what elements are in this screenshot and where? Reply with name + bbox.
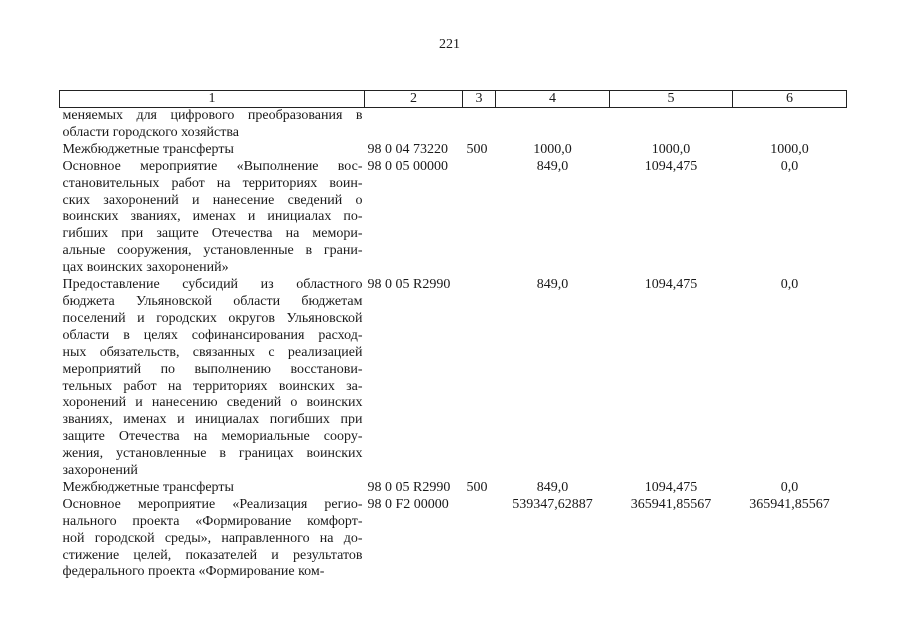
row-value-col5: 1094,475 bbox=[644, 479, 698, 495]
name-line: воинских званиях, именах и инициалах по- bbox=[62, 209, 363, 225]
row-code-cell bbox=[365, 108, 463, 142]
row-value-col6: 0,0 bbox=[780, 158, 799, 174]
row-type-cell: 500 bbox=[466, 479, 488, 495]
row-code-cell: 98 0 F2 00000 bbox=[367, 496, 449, 512]
table-row bbox=[60, 497, 847, 582]
name-line: ских захоронений и нанесение сведений о bbox=[62, 192, 363, 208]
name-line: званиях, именах и инициалах погибших при bbox=[62, 412, 363, 428]
name-line: Межбюджетные трансферты bbox=[62, 141, 234, 157]
row-name-cell bbox=[60, 277, 365, 480]
header-col-4: 4 bbox=[496, 91, 610, 108]
name-line: хоронений и нанесению сведений о воинских bbox=[62, 395, 363, 411]
row-value-col4: 1000,0 bbox=[533, 141, 572, 157]
row-type-cell bbox=[463, 497, 496, 582]
name-line: федерального проекта «Формирование ком- bbox=[62, 564, 325, 580]
name-line: поселений и городских округов Ульяновской bbox=[62, 310, 363, 326]
row-value-col6: 365941,85567 bbox=[749, 496, 830, 512]
name-line: стижение целей, показателей и результатов bbox=[62, 547, 363, 563]
row-name-cell bbox=[60, 108, 365, 142]
name-line: цах воинских захоронений» bbox=[62, 260, 229, 276]
name-line: гибших при защите Отечества на мемори- bbox=[62, 226, 363, 242]
name-line: мероприятий по выполнению восстанови- bbox=[62, 361, 363, 377]
name-line: Предоставление субсидий из областного bbox=[62, 277, 363, 293]
name-line: меняемых для цифрового преобразования в bbox=[62, 108, 363, 123]
table-row bbox=[60, 277, 847, 480]
row-type-cell bbox=[463, 108, 496, 142]
name-line: становительных работ на территориях воин- bbox=[62, 175, 363, 191]
row-value-col6: 0,0 bbox=[780, 479, 799, 495]
table-row bbox=[60, 480, 847, 497]
row-code-cell: 98 0 05 00000 bbox=[367, 158, 448, 174]
header-col-5: 5 bbox=[610, 91, 733, 108]
name-line: ной городской среды», направленного на до- bbox=[62, 530, 363, 546]
table-header-row bbox=[60, 91, 847, 108]
name-line: захоронений bbox=[62, 463, 138, 479]
row-type-cell bbox=[463, 159, 496, 277]
row-name-cell bbox=[60, 497, 365, 582]
row-type-cell: 500 bbox=[466, 141, 488, 157]
row-value-col4: 849,0 bbox=[536, 158, 569, 174]
row-value-col4: 849,0 bbox=[536, 277, 569, 293]
name-line: Основное мероприятие «Реализация регио- bbox=[62, 496, 363, 512]
name-line: Межбюджетные трансферты bbox=[62, 479, 234, 495]
row-value-col4: 849,0 bbox=[536, 479, 569, 495]
row-value-col6: 1000,0 bbox=[770, 141, 809, 157]
name-line: бюджета Ульяновской области бюджетам bbox=[62, 293, 363, 309]
name-line: области в целях софинансирования расход- bbox=[62, 327, 363, 343]
name-line: жения, установленные в границах воинских bbox=[62, 446, 363, 462]
name-line: защите Отечества на мемориальные соору- bbox=[62, 429, 363, 445]
row-name-cell bbox=[60, 480, 365, 497]
header-col-2: 2 bbox=[365, 91, 463, 108]
row-value-col6 bbox=[733, 108, 847, 142]
name-line: нального проекта «Формирование комфорт- bbox=[62, 513, 363, 529]
document-page: 221 1 2 3 4 5 6 меняемых для цифрового преобразования в области городского хозяйства Межбюджетные трансферты 98 0 04 73220 500 1000,0 1000,0 1000,0 Основное мероприятие «Выполнение вос- становительных работ на территориях воин- ских захоронений и нанесение сведений о воинских званиях, именах и инициалах по- гибших при защите Отечества на мемори- альные сооружения, установленные в грани- цах воинских захоронений» 98 0 05 00000 849,0 1094,475 0,0 Предоставление субсидий из областного бюджета Ульяновской области бюджетам поселений и городских округов Ульяновской области в целях софинансирования расход- ных обязательств, связанных с реализацией мероприятий по выполнению восстанови- тельных работ на территориях воинских за- хоронений и нанесению сведений о воинских званиях, именах и инициалах погибших при защите Отечества на мемориальные соору- жения, установленные в границах воинских захоронений 98 0 05 R2990 849,0 1094,475 0,0 Межбюджетные трансферты 98 0 05 R2990 500 849,0 1094,475 0,0 Основное мероприятие «Реализация регио- нального проекта «Формирование комфорт- ной городской среды», направленного на до- стижение целей, показателей и результатов федерального проекта «Формирование ком- 98 0 F2 00000 539347,62887 365941,85567 365941,85567 bbox=[0, 0, 905, 640]
row-value-col6: 0,0 bbox=[780, 277, 799, 293]
header-col-3: 3 bbox=[463, 91, 496, 108]
row-name-cell bbox=[60, 142, 365, 159]
name-line: тельных работ на территориях воинских за- bbox=[62, 378, 363, 394]
table-row bbox=[60, 159, 847, 277]
name-line: альные сооружения, установленные в грани- bbox=[62, 243, 363, 259]
name-line: ных обязательств, связанных с реализацией bbox=[62, 344, 363, 360]
row-value-col5: 1094,475 bbox=[644, 277, 698, 293]
row-type-cell bbox=[463, 277, 496, 480]
row-code-cell: 98 0 05 R2990 bbox=[367, 479, 451, 495]
row-value-col5: 1000,0 bbox=[651, 141, 691, 157]
name-line: Основное мероприятие «Выполнение вос- bbox=[62, 158, 363, 174]
row-value-col4: 539347,62887 bbox=[512, 496, 593, 512]
row-code-cell: 98 0 04 73220 bbox=[367, 141, 448, 157]
row-name-cell bbox=[60, 159, 365, 277]
budget-table bbox=[59, 90, 847, 581]
row-value-col4 bbox=[496, 108, 610, 142]
row-value-col5 bbox=[610, 108, 733, 142]
header-col-6: 6 bbox=[733, 91, 847, 108]
row-value-col5: 365941,85567 bbox=[630, 496, 712, 512]
row-value-col5: 1094,475 bbox=[644, 158, 698, 174]
table-row bbox=[60, 108, 847, 142]
row-code-cell: 98 0 05 R2990 bbox=[367, 277, 451, 293]
header-col-1: 1 bbox=[60, 91, 365, 108]
table-row bbox=[60, 142, 847, 159]
name-line: области городского хозяйства bbox=[62, 124, 240, 140]
